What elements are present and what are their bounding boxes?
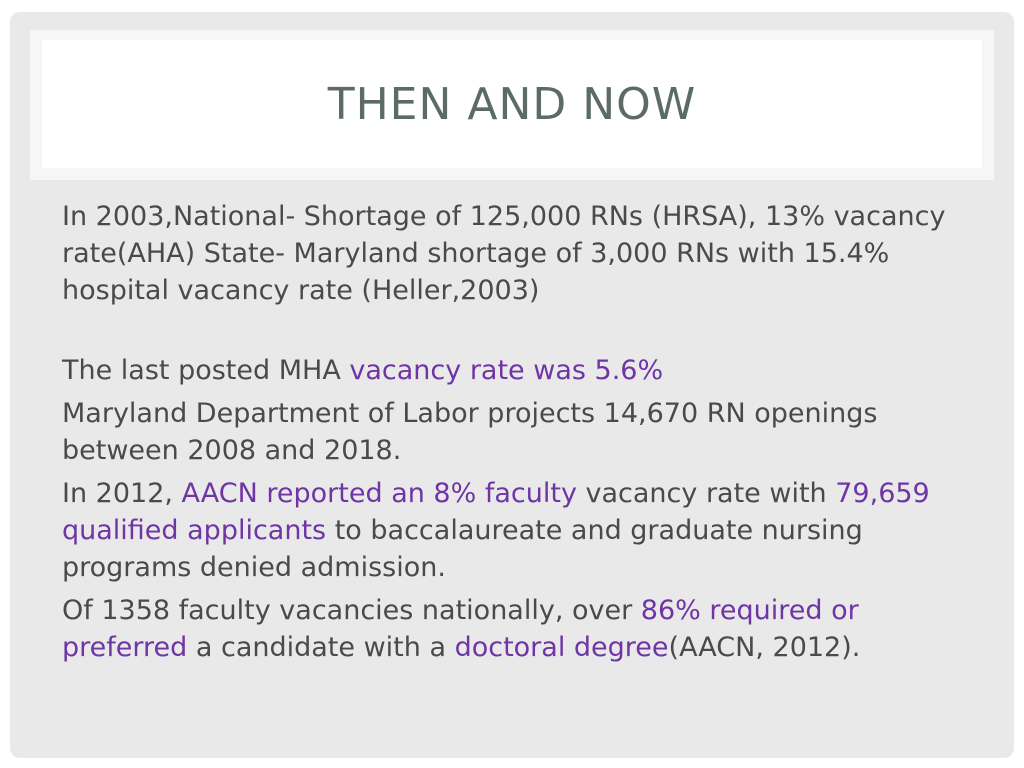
paragraph-faculty-vacancies <box>62 592 972 666</box>
title-frame <box>30 30 994 180</box>
slide-body <box>62 198 972 672</box>
slide <box>10 12 1014 758</box>
paragraph-mha-vacancy <box>62 352 972 389</box>
title-box <box>42 40 982 168</box>
highlight-required-preferred: 86% required or preferred <box>62 595 859 663</box>
highlight-vacancy-rate: vacancy rate was 5.6% <box>349 355 664 386</box>
paragraph-2003-shortage: In 2003,National- Shortage of 125,000 RNs (HRSA), 13% vacancy rate(AHA) State- Maryland shortage of 3,000 RNs with 15.4% hospital vacancy rate (Heller,2003) <box>62 201 946 306</box>
text-run: a candidate with a <box>187 632 455 663</box>
text-run: Of 1358 faculty vacancies nationally, over <box>62 595 641 626</box>
text-run: In 2012, <box>62 478 182 509</box>
highlight-qualified-applicants: 79,659 qualified applicants <box>62 478 930 546</box>
paragraph-aacn-2012 <box>62 475 972 586</box>
highlight-aacn-faculty: AACN reported an 8% faculty <box>181 478 577 509</box>
text-run: The last posted MHA <box>62 355 350 386</box>
paragraph-gap <box>62 315 972 352</box>
text-run: (AACN, 2012). <box>668 632 861 663</box>
paragraph-labor-projection: Maryland Department of Labor projects 14,670 RN openings between 2008 and 2018. <box>62 398 878 466</box>
text-run: to baccalaureate and graduate nursing programs denied admission. <box>62 515 863 583</box>
highlight-doctoral-degree: doctoral degree <box>454 632 669 663</box>
slide-title: THEN AND NOW <box>327 78 697 130</box>
text-run: vacancy rate with <box>576 478 836 509</box>
